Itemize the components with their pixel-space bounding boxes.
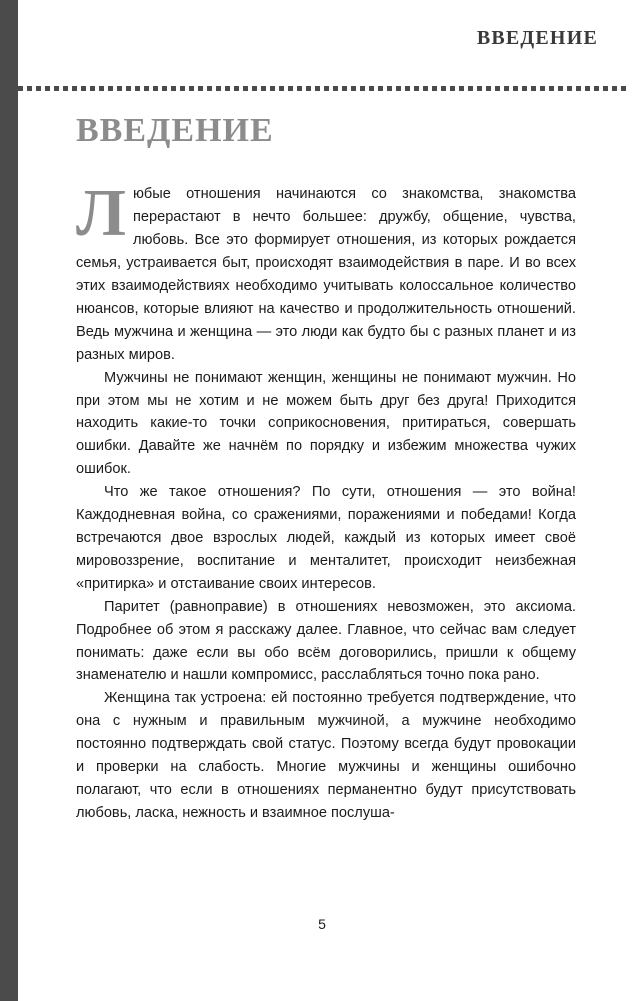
paragraph-1	[76, 176, 576, 366]
paragraph-1-text: юбые отношения начинаются со знакомства, знакомства перерастают в нечто большее: дружбу, общение, чувства, любовь. Все это формирует отношения, из которых рождается семья, устраивается быт, происходят взаимодействия в паре. И во всех этих взаимодействиях необходимо учитывать колоссальное количество нюансов, которые влияют на качество и продолжительность отношений. Ведь мужчина и женщина — это люди как будто бы с разных планет и из разных миров.	[76, 186, 576, 363]
drop-cap: Л	[76, 176, 126, 251]
header-divider-dashed	[18, 86, 626, 91]
body-text	[76, 176, 576, 824]
paragraph-2: Мужчины не понимают женщин, женщины не понимают мужчин. Но при этом мы не хотим и не можем быть друг без друга! Приходится находить какие-то точки соприкосновения, притираться, совершать ошибки. Давайте же начнём по порядку и избежим множества чужих ошибок.	[76, 369, 576, 478]
paragraph-3: Что же такое отношения? По сути, отношения — это война! Каждодневная война, со сражениями, поражениями и победами! Когда встречаются двое взрослых людей, каждый из которых имеет своё мировоззрение, воспитание и менталитет, происходит неизбежная «притирка» и отстаивание своих интересов.	[76, 484, 576, 592]
page-number: 5	[318, 916, 326, 932]
running-header-title: ВВЕДЕНИЕ	[476, 27, 598, 49]
paragraph-5: Женщина так устроена: ей постоянно требуется подтверждение, что она с нужным и правильным мужчиной, а мужчине необходимо постоянно подтверждать свой статус. Поэтому всегда будут провокации и проверки на слабость. Многие мужчины и женщины ошибочно полагают, что если в отношениях перманентно будут присутствовать любовь, ласка, нежность и взаимное послуша-	[76, 690, 576, 821]
page-content	[76, 112, 576, 825]
left-margin-bar	[0, 0, 18, 1001]
page-header	[18, 0, 644, 92]
paragraph-4: Паритет (равноправие) в отношениях невозможен, это аксиома. Подробнее об этом я расскажу далее. Главное, что сейчас вам следует понимать: даже если вы обо всём договорились, пришли к общему знаменателю и нашли компромисс, расслабляться точно пока рано.	[76, 598, 576, 684]
chapter-title: ВВЕДЕНИЕ	[76, 112, 274, 149]
